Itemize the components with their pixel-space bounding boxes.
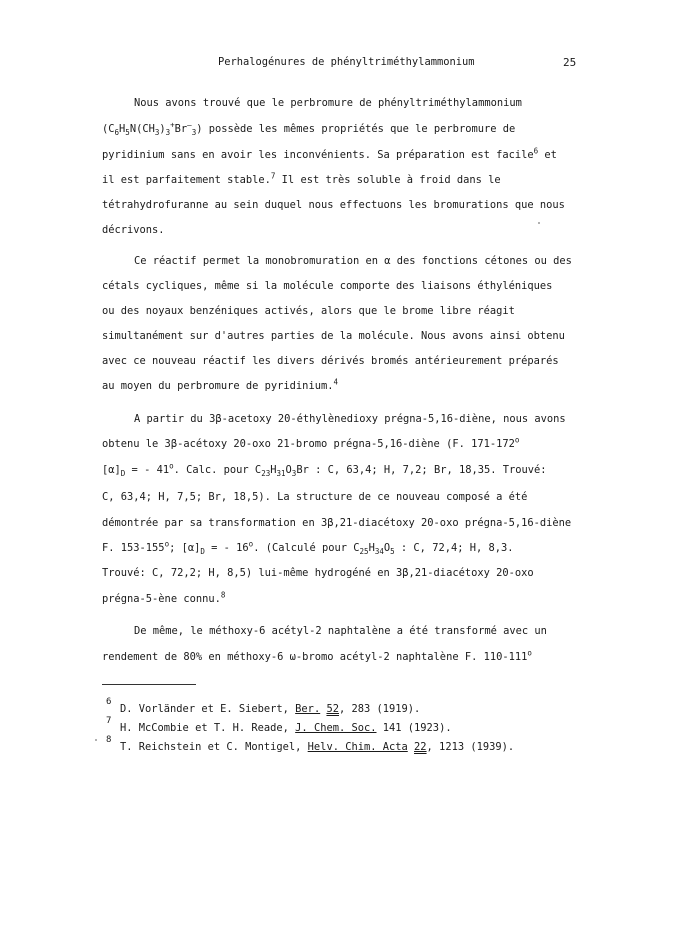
text-line: F. 153-155$^o$; $[\alpha]_D$ = - 16$^o$. (Calculé pour $C_{25}H_{34}O_5$ : C, 72,4; H, 8,3. [102,539,514,557]
running-header: Perhalogénures de phényltriméthylammonium [218,56,475,68]
text-line: Ce réactif permet la monobromuration en α des fonctions cétones ou des [134,255,572,267]
text-line: pyridinium sans en avoir les inconvénients. Sa préparation est facile$^6$ et [102,146,557,161]
text-line: rendement de 80% en méthoxy-6 ω-bromo acétyl-2 naphtalène F. 110-111$^o$ [102,648,532,663]
footnote-mark: 8 [106,735,112,745]
footnote-ref: 4 [333,377,338,387]
footnote: T. Reichstein et C. Montigel, Helv. Chim. Acta 22, 1213 (1939). [120,741,515,753]
text-line: A partir du 3β-acetoxy 20-éthylènedioxy prégna-5,16-diène, nous avons [134,413,566,425]
text-line: Nous avons trouvé que le perbromure de phényltriméthylammonium [134,97,522,109]
volume: 22 [414,741,427,753]
text-line: ou des noyaux benzéniques activés, alors que le brome libre réagit [102,305,515,317]
journal-title: Helv. Chim. Acta [307,741,408,753]
footnote-ref: 6 [533,146,539,156]
footnote: D. Vorländer et E. Siebert, Ber. 52, 283 (1919). [120,703,421,715]
footnote-ref: 7 [270,171,276,181]
text-line: décrivons. [102,224,165,236]
volume: 52 [326,703,339,715]
page-number: 25 [563,56,577,69]
speck [538,222,540,224]
text-line: au moyen du perbromure de pyridinium.$^4$ [102,377,338,392]
speck [95,739,97,741]
text-line: De même, le méthoxy-6 acétyl-2 naphtalène a été transformé avec un [134,625,547,637]
text-line: $(C_6H_5N(CH_3)_3^+Br^-_3)$ possède les mêmes propriétés que le perbromure de [102,120,516,138]
text-line: avec ce nouveau réactif les divers dérivés bromés antérieurement préparés [102,355,559,367]
text-line: $[\alpha]_D$ = - 41$^o$. Calc. pour $C_{23}H_{31}O_3Br$ : C, 63,4; H, 7,2; Br, 18,35. Trouvé: [102,461,547,479]
footnote-mark: 7 [106,716,112,726]
text-line: il est parfaitement stable.$^7$ Il est très soluble à froid dans le [102,171,501,186]
text-line: tétrahydrofuranne au sein duquel nous effectuons les bromurations que nous [102,199,565,211]
journal-title: J. Chem. Soc. [295,722,377,734]
text-line: Trouvé: C, 72,2; H, 8,5) lui-même hydrogéné en 3β,21-diacétoxy 20-oxo [102,567,534,579]
journal-title: Ber. [295,703,321,715]
footnote-mark: 6 [106,697,112,707]
text-line: obtenu le 3β-acétoxy 20-oxo 21-bromo prégna-5,16-diène (F. 171-172$^o$ [102,435,520,450]
text-line: cétals cycliques, même si la molécule comporte des liaisons éthyléniques [102,280,553,292]
footnote: H. McCombie et T. H. Reade, J. Chem. Soc. 141 (1923). [120,722,452,734]
text-line: simultanément sur d'autres parties de la molécule. Nous avons ainsi obtenu [102,330,565,342]
footnote-divider [102,684,196,685]
text-line: prégna-5-ène connu.$^8$ [102,590,226,605]
text-line: démontrée par sa transformation en 3β,21-diacétoxy 20-oxo prégna-5,16-diène [102,517,572,529]
footnote-ref: 8 [220,590,226,600]
text-line: C, 63,4; H, 7,5; Br, 18,5). La structure de ce nouveau composé a été [102,491,528,503]
